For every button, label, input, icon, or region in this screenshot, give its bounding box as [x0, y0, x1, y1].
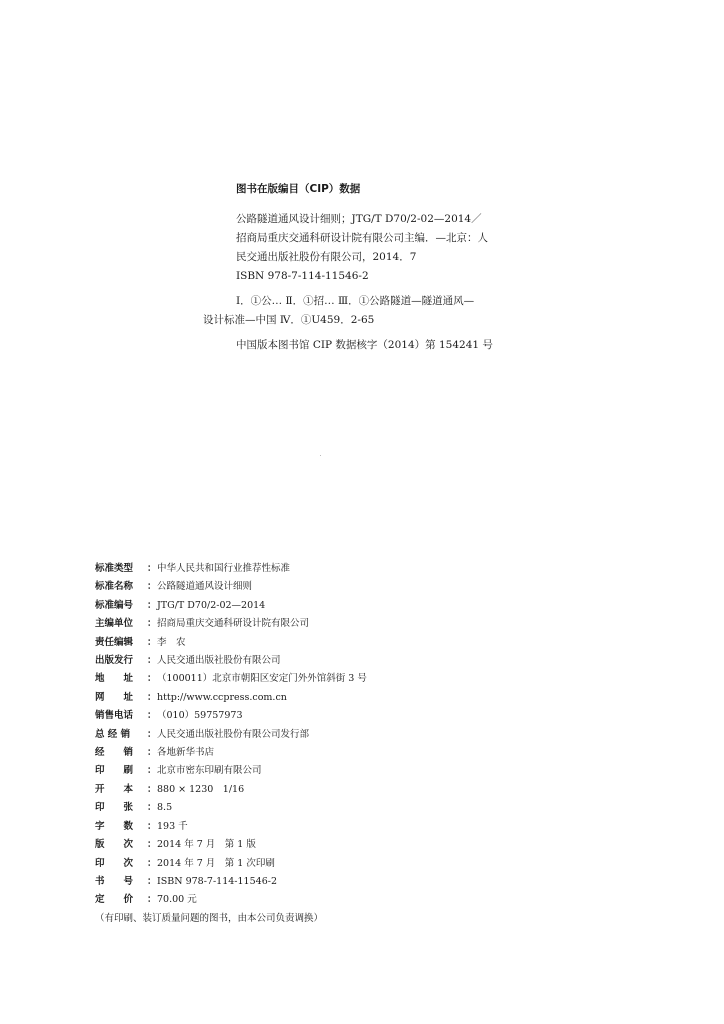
- colophon-value: JTG/T D70/2-02—2014: [157, 599, 266, 611]
- colophon-label: 印 张: [95, 802, 134, 814]
- cip-subject-headings: [203, 292, 546, 330]
- colophon-label: 出版发行: [95, 655, 134, 667]
- colophon-row: 销售电话 ： （010）59757973: [95, 707, 615, 725]
- cip-description: [236, 210, 546, 286]
- colophon-label: 标准类型: [95, 563, 134, 574]
- colophon-row: 印 张 ： 8.5: [95, 799, 615, 817]
- colophon-label: 标准编号: [95, 599, 134, 611]
- colophon-label: 版 次: [95, 839, 134, 851]
- colophon-label: 标准名称: [95, 581, 134, 593]
- colophon-row: 出版发行 ： 人民交通出版社股份有限公司: [95, 652, 615, 670]
- colophon-value: 北京市密东印刷有限公司: [157, 765, 262, 777]
- colophon-row: 定 价 ： 70.00 元: [95, 891, 615, 909]
- colophon-value: 李 农: [157, 636, 186, 648]
- cip-description-line-3: 民交通出版社股份有限公司，2014．7: [236, 251, 417, 263]
- colophon-row: 总 经 销 ： 人民交通出版社股份有限公司发行部: [95, 726, 615, 744]
- colophon-value: 中华人民共和国行业推荐性标准: [157, 563, 291, 574]
- colophon-value: 193 千: [157, 820, 188, 832]
- colophon-value: 70.00 元: [157, 894, 197, 906]
- colophon-row: 标准编号 ： JTG/T D70/2-02—2014: [95, 597, 615, 615]
- cip-block: [203, 181, 546, 355]
- colophon-value: 人民交通出版社股份有限公司发行部: [157, 728, 310, 740]
- colophon-row: 字 数 ： 193 千: [95, 818, 615, 836]
- colophon: [95, 560, 615, 928]
- colophon-label: 印 次: [95, 857, 134, 869]
- colophon-label: 主编单位: [95, 618, 134, 630]
- colophon-row: 主编单位 ： 招商局重庆交通科研设计院有限公司: [95, 615, 615, 633]
- colophon-label: 经 销: [95, 747, 134, 759]
- colophon-value: http://www.ccpress.com.cn: [157, 691, 287, 703]
- colophon-label: 销售电话: [95, 710, 134, 722]
- colophon-row: 印 刷 ： 北京市密东印刷有限公司: [95, 762, 615, 780]
- colophon-value: 880 × 1230 1/16: [157, 783, 245, 795]
- cip-core-data-number: 中国版本图书馆 CIP 数据核字（2014）第 154241 号: [236, 339, 493, 351]
- colophon-value: （010）59757973: [157, 710, 243, 722]
- cip-subject-line-2: 设计标准—中国 Ⅳ．①U459．2-65: [203, 314, 375, 326]
- colophon-value: 招商局重庆交通科研设计院有限公司: [157, 618, 310, 630]
- cip-description-line-2: 招商局重庆交通科研设计院有限公司主编．—北京：人: [236, 232, 488, 244]
- colophon-row: 标准名称 ： 公路隧道通风设计细则: [95, 578, 615, 596]
- colophon-value: 各地新华书店: [157, 747, 215, 759]
- colophon-row: 责任编辑 ： 李 农: [95, 634, 615, 652]
- colophon-value: 人民交通出版社股份有限公司: [157, 655, 281, 667]
- colophon-label: 网 址: [95, 691, 134, 703]
- cip-title: 图书在版编目（CIP）数据: [236, 183, 361, 195]
- colophon-label: 地 址: [95, 673, 134, 685]
- colophon-row: 地 址 ： （100011）北京市朝阳区安定门外外馆斜街 3 号: [95, 670, 615, 688]
- colophon-label: 字 数: [95, 820, 134, 832]
- scan-speck: [320, 455, 321, 456]
- cip-isbn: ISBN 978-7-114-11546-2: [236, 270, 369, 282]
- cip-description-line-1: 公路隧道通风设计细则；JTG/T D70/2-02—2014／: [236, 213, 482, 225]
- colophon-label: 书 号: [95, 875, 134, 887]
- colophon-value: 2014 年 7 月 第 1 版: [157, 839, 256, 851]
- colophon-row: 经 销 ： 各地新华书店: [95, 744, 615, 762]
- colophon-value: ISBN 978-7-114-11546-2: [157, 875, 277, 887]
- colophon-row: 标准类型 ： 中华人民共和国行业推荐性标准: [95, 560, 615, 578]
- colophon-label: 定 价: [95, 894, 134, 906]
- colophon-label: 总 经 销: [95, 728, 131, 740]
- cip-subject-line-1: Ⅰ．①公… Ⅱ．①招… Ⅲ．①公路隧道—隧道通风—: [236, 295, 475, 307]
- colophon-label: 印 刷: [95, 765, 134, 777]
- colophon-value: 8.5: [157, 802, 173, 814]
- colophon-label: 开 本: [95, 783, 134, 795]
- colophon-value: （100011）北京市朝阳区安定门外外馆斜街 3 号: [157, 673, 367, 685]
- colophon-row: 印 次 ： 2014 年 7 月 第 1 次印刷: [95, 855, 615, 873]
- colophon-value: 公路隧道通风设计细则: [157, 581, 253, 593]
- colophon-row: 网 址 ： http://www.ccpress.com.cn: [95, 689, 615, 707]
- colophon-value: 2014 年 7 月 第 1 次印刷: [157, 857, 275, 869]
- colophon-label: 责任编辑: [95, 636, 134, 648]
- colophon-row: 开 本 ： 880 × 1230 1/16: [95, 781, 615, 799]
- colophon-row: 书 号 ： ISBN 978-7-114-11546-2: [95, 873, 615, 891]
- quality-note: （有印刷、装订质量问题的图书，由本公司负责调换）: [95, 912, 324, 924]
- colophon-row: 版 次 ： 2014 年 7 月 第 1 版: [95, 836, 615, 854]
